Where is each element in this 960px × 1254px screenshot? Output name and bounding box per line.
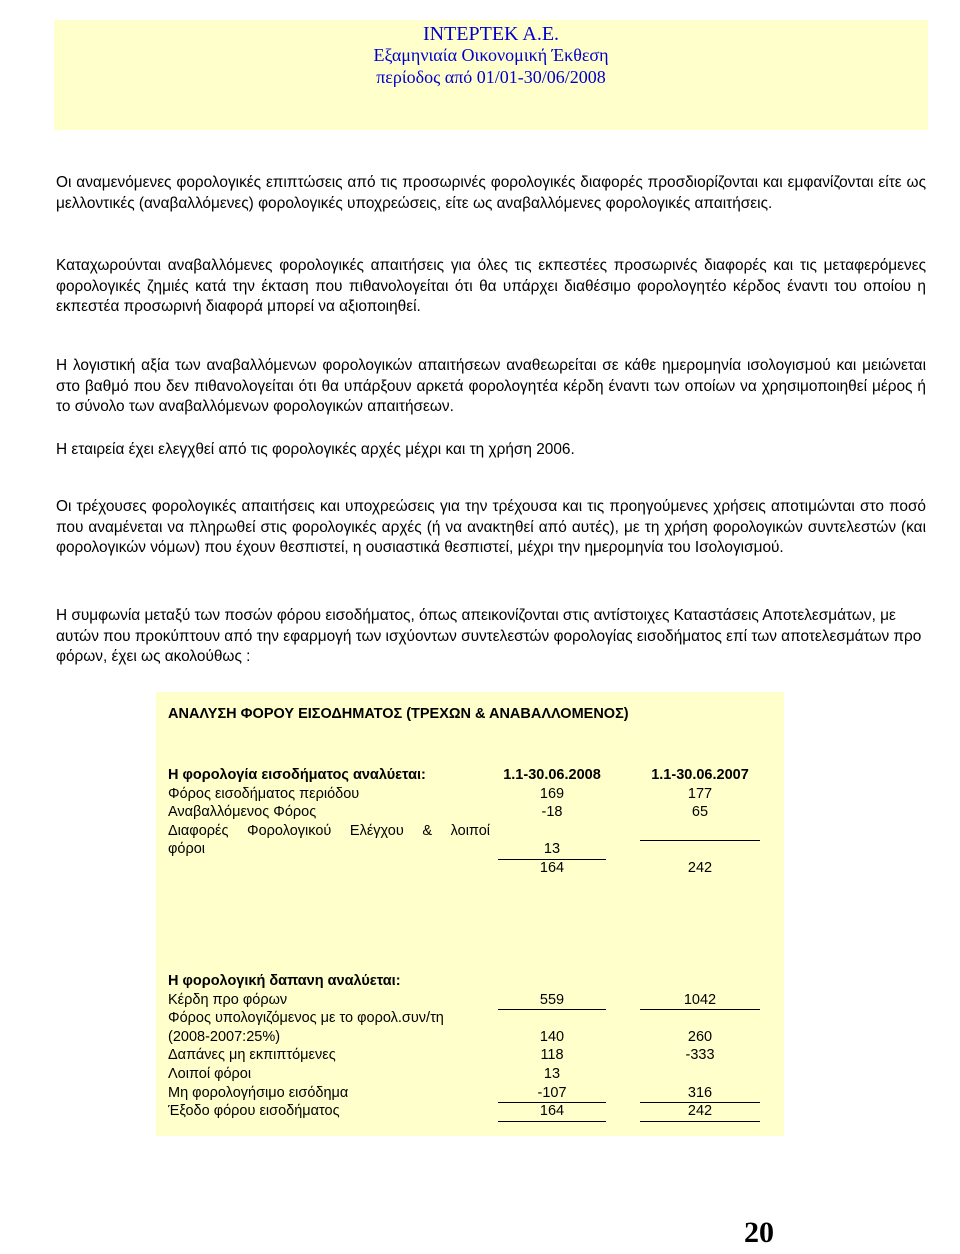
table-row: [168, 1009, 768, 1028]
row-label: Κέρδη προ φόρων: [168, 991, 288, 1008]
row-value-2007: 316: [640, 1084, 760, 1104]
paragraph-tax-audit: Η εταιρεία έχει ελεγχθεί από τις φορολογικές αρχές μέχρι και τη χρήση 2006.: [56, 441, 575, 458]
report-title: Εξαμηνιαία Οικονομική Έκθεση: [373, 45, 609, 65]
row-value-2007: 260: [687, 1028, 713, 1045]
table-row: [168, 840, 768, 859]
row-value-2008: 164: [498, 1102, 606, 1122]
row-value-2008: 169: [539, 785, 565, 802]
row-value-2008: 118: [540, 1047, 564, 1064]
table-row: [168, 991, 768, 1010]
paragraph-reconciliation-intro: Η συμφωνία μεταξύ των ποσών φόρου εισοδήματος, όπως απεικονίζονται στις αντίστοιχες Καταστάσεις Αποτελεσμάτων, με αυτών που προκύπτουν από την εφαρμογή των ισχύοντων συντελεστών φορολογίας εισοδήματος επί των αποτελεσμάτων προ φόρων, έχει ως ακολούθως :: [56, 607, 922, 665]
row-label: Φόρος υπολογιζόμενος με το φορολ.συν/τη: [168, 1010, 444, 1027]
table-header-row: [168, 972, 768, 991]
row-value-2007: 177: [687, 785, 713, 802]
row-label: Μη φορολογήσιμο εισόδημα: [168, 1084, 349, 1101]
table-header-row: [168, 766, 768, 785]
row-label-continued: (2008-2007:25%): [168, 1028, 281, 1045]
column-header-2008: 1.1-30.06.2008: [503, 767, 601, 783]
table-row: [168, 803, 768, 822]
row-label: Φόρος εισοδήματος περιόδου: [168, 785, 360, 802]
report-period: περίοδος από 01/01-30/06/2008: [376, 67, 606, 87]
tax-expense-heading: Η φορολογική δαπανη αναλύεται:: [168, 973, 401, 989]
row-value-2007: 65: [691, 804, 709, 821]
row-label: Δαπάνες μη εκπιπτόμενες: [168, 1047, 336, 1064]
total-value-2007: 242: [687, 859, 713, 876]
income-tax-table: [168, 766, 768, 878]
document-header: [54, 20, 928, 130]
income-tax-heading: Η φορολογία εισοδήματος αναλύεται:: [168, 767, 426, 783]
row-label: Αναβαλλόμενος Φόρος: [168, 804, 317, 821]
table-row: [168, 1102, 768, 1121]
table-row: [168, 1028, 768, 1047]
paragraph-current-tax: Οι τρέχουσες φορολογικές απαιτήσεις και υποχρεώσεις για την τρέχουσα και τις προηγούμενες χρήσεις αποτιμώνται στο ποσό που αναμένεται να πληρωθεί στις φορολογικές αρχές (ή να ανακτηθεί από αυτές), με τη χρήση φορολογικών συντελεστών (και φορολογικών νόμων) που έχουν θεσπιστεί, η ουσιαστικά θεσπιστεί, μέχρι την ημερομηνία του Ισολογισμού.: [56, 498, 926, 556]
company-name: INTEPTEK A.E.: [422, 23, 560, 45]
row-value-2008: 13: [498, 840, 606, 860]
row-value-2008: -18: [541, 804, 563, 821]
table-row: [168, 822, 768, 841]
income-tax-analysis-panel: [156, 692, 784, 1136]
table-total-row: [168, 859, 768, 878]
row-label: Έξοδο φόρου εισοδήματος: [168, 1103, 340, 1120]
table-row: [168, 785, 768, 804]
row-value-2007: [640, 840, 760, 841]
row-value-2008: -107: [498, 1084, 606, 1104]
analysis-title: ΑΝΑΛΥΣΗ ΦΟΡΟΥ ΕΙΣΟΔΗΜΑΤΟΣ (ΤΡΕΧΩΝ & ΑΝΑΒΑΛΛΟΜΕΝΟΣ): [168, 706, 629, 722]
paragraph-deferred-tax-effects: Οι αναμενόμενες φορολογικές επιπτώσεις από τις προσωρινές φορολογικές διαφορές προσδιορίζονται και εμφανίζονται είτε ως μελλοντικές (αναβαλλόμενες) φορολογικές υποχρεώσεις, είτε ως αναβαλλόμενες φορολογικές απαιτήσεις.: [56, 174, 926, 212]
tax-expense-table: [168, 972, 768, 1121]
table-row: [168, 1046, 768, 1065]
table-row: [168, 1084, 768, 1103]
table-row: [168, 1065, 768, 1084]
page-number: 20: [744, 1216, 774, 1249]
row-label: Διαφορές Φορολογικού Ελέγχου & λοιποί: [168, 822, 490, 839]
row-value-2007: -333: [685, 1047, 715, 1064]
row-label: Λοιποί φόροι: [168, 1065, 252, 1082]
row-value-2007: 1042: [640, 991, 760, 1011]
paragraph-carrying-amount: Η λογιστική αξία των αναβαλλόμενων φορολογικών απαιτήσεων αναθεωρείται σε κάθε ημερομηνία ισολογισμού και μειώνεται στο βαθμό που δεν πιθανολογείται ότι θα υπάρξουν αρκετά φορολογητέα κέρδη έναντι των οποίων να χρησιμοποιηθεί μέρος ή το σύνολο των αναβαλλόμενων φορολογικών απαιτήσεων.: [56, 357, 926, 415]
total-value-2008: 164: [539, 859, 565, 876]
column-header-2007: 1.1-30.06.2007: [651, 767, 749, 783]
row-value-2008: 559: [498, 991, 606, 1011]
row-value-2008: 140: [539, 1028, 565, 1045]
row-value-2007: 242: [640, 1102, 760, 1122]
row-label-continued: φόροι: [168, 841, 206, 858]
paragraph-deferred-tax-assets: Καταχωρούνται αναβαλλόμενες φορολογικές απαιτήσεις για όλες τις εκπεστέες προσωρινές διαφορές και τις μεταφερόμενες φορολογικές ζημιές κατά την έκταση που πιθανολογείται ότι θα υπάρχει διαθέσιμο φορολογητέο κέρδος έναντι του οποίου η εκπεστέα προσωρινή διαφορά μπορεί να αξιοποιηθεί.: [56, 257, 926, 315]
row-value-2008: 13: [543, 1065, 561, 1082]
